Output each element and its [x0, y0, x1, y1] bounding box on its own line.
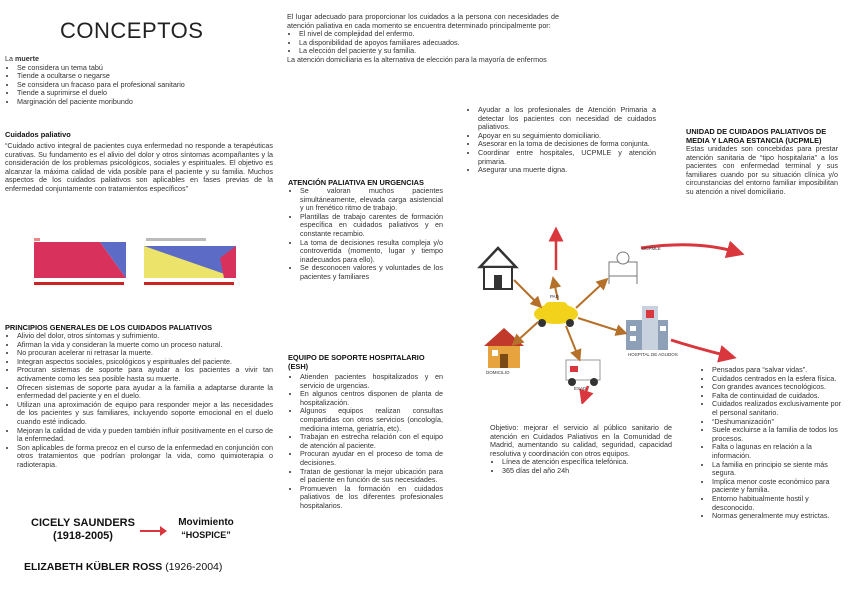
page-title: CONCEPTOS	[60, 18, 204, 43]
hospital-features-section	[700, 366, 846, 521]
list-item: • Utilizan una aproximación de equipo para responder mejor a las necesidades de los pacientes y sus familiares, incluyendo soporte emocional en el duelo cuando esté indicado.	[17, 401, 273, 427]
domicilio-label: DOMICILIO	[486, 370, 510, 375]
list-item: • Falta o lagunas en relación a la información.	[712, 443, 846, 460]
ucpmle-label: UCPMLE	[642, 246, 661, 251]
list-item: • No procuran acelerar ni retrasar la muerte.	[17, 349, 273, 358]
list-item: • Mejoran la calidad de vida y pueden también influir positivamente en el curso de la enfermedad.	[17, 427, 273, 444]
list-item: • La familia en principio se siente más segura.	[712, 461, 846, 478]
ucpmle-text: Estas unidades son concebidas para prestar atención sanitaria de “tipo hospitalaria” a los pacientes con enfermedad terminal y sus familiares cuando por su situación clínica y/o circunstancias del entorno familiar imposibilitan su atención a nivel domiciliario.	[686, 144, 838, 196]
principios-list	[5, 332, 273, 470]
pad-label: PAD	[550, 294, 559, 299]
list-item: • Tiende a ocultarse o negarse	[17, 72, 275, 81]
cuidados-paliativos-text: “Cuidado activo integral de pacientes cuya enfermedad no responde a terapéuticas curativas. Su fundamento es el alivio del dolor y otros síntomas acompañantes y la consideración de los problemas psicológicos, sociales y espirituales. El objetivo es alcanzar la máxima calidad de vida posible para el paciente y su familia. Muchos aspectos de los cuidados paliativos son aplicables en fases previas de la enfermedad conjuntamente con tratamientos específicos”	[5, 141, 273, 193]
list-item: • La toma de decisiones resulta compleja y/o controvertida (momento, lugar y tiempo inadecuados para ello).	[300, 239, 443, 265]
list-item: • Línea de atención específica telefónica.	[502, 458, 672, 467]
list-item: • Afirman la vida y consideran la muerte como un proceso natural.	[17, 341, 273, 350]
lugar-list	[287, 30, 559, 56]
list-item: • Asegurar una muerte digna.	[478, 166, 656, 175]
list-item: • Ayudar a los profesionales de Atención Primaria a detectar los pacientes con necesidad de cuidados paliativos.	[478, 106, 656, 132]
list-item: • Cuidados realizados exclusivamente por el personal sanitario.	[712, 400, 846, 417]
principios-heading: PRINCIPIOS GENERALES DE LOS CUIDADOS PALIATIVOS	[5, 323, 213, 332]
list-item: • Son aplicables de forma precoz en el curso de la enfermedad en conjunción con otros tratamientos que podrían prolongar la vida, como quimioterapia o radioterapia.	[17, 444, 273, 470]
esad-label: ESAD	[574, 386, 587, 391]
objetivo-text: Objetivo: mejorar el servicio al público sanitario de atención en Cuidados Paliativos en la Comunidad de Madrid, aumentando su calidad, seguridad, capacidad resolutiva y coordinación con otros equipos.	[490, 423, 672, 458]
list-item: • Promueven la formación en cuidados paliativos de los diferentes profesionales hospitalarios.	[300, 485, 443, 511]
muerte-section	[5, 55, 275, 107]
list-item: • Procuran sistemas de soporte para ayudar a los pacientes a vivir tan activamente como les sea posible hasta su muerte.	[17, 366, 273, 383]
list-item: • Apoyar en su seguimiento domiciliario.	[478, 132, 656, 141]
list-item: • Cuidados centrados en la esfera física.	[712, 375, 846, 384]
hospital-features-list	[700, 366, 846, 521]
arrow-right-icon	[138, 524, 168, 538]
list-item: • Algunos equipos realizan consultas compartidas con otros servicios (oncología, medicina interna, geriatría, etc).	[300, 407, 443, 433]
lugar-text: El lugar adecuado para proporcionar los cuidados a la persona con necesidades de atención paliativa en cada momento se encuentra determinado principalmente por:	[287, 12, 559, 30]
objetivo-section	[490, 424, 672, 476]
list-item: • Procuran ayudar en el proceso de toma de decisiones.	[300, 450, 443, 467]
cicely-saunders-label: CICELY SAUNDERS (1918-2005)	[31, 517, 135, 542]
list-item: • La elección del paciente y su familia.	[299, 47, 559, 56]
list-item: • Se considera un tema tabú	[17, 64, 275, 73]
list-item: • Tiende a suprimirse el duelo	[17, 89, 275, 98]
lugar-footer: La atención domiciliaria es la alternativa de elección para la mayoría de enfermos	[287, 54, 547, 64]
list-item: • Coordinar entre hospitales, UCPMLE y atención primaria.	[478, 149, 656, 166]
principios-section	[5, 323, 273, 470]
esh-section	[288, 353, 443, 511]
lugar-section	[287, 13, 559, 65]
list-item: • Alivio del dolor, otros síntomas y sufrimiento.	[17, 332, 273, 341]
cuidados-paliativos-heading: Cuidados paliativo	[5, 130, 71, 139]
list-item: • Falta de continuidad de cuidados.	[712, 392, 846, 401]
ucpmle-section	[686, 127, 838, 197]
hospital-label: HOSPITAL DE AGUDOS	[628, 352, 678, 357]
kubler-ross-label: ELIZABETH KÜBLER ROSS (1926-2004)	[24, 561, 223, 573]
list-item: • Integran aspectos sociales, psicológicos y espirituales del paciente.	[17, 358, 273, 367]
list-item: • Con grandes avances tecnológicos.	[712, 383, 846, 392]
muerte-heading: La muerte	[5, 54, 39, 63]
ambulance-icon	[566, 360, 600, 386]
list-item: • Marginación del paciente moribundo	[17, 98, 275, 107]
palliative-chart-image	[140, 234, 238, 292]
list-item: • En algunos centros disponen de planta de hospitalización.	[300, 390, 443, 407]
curative-chart-image	[30, 234, 128, 292]
hospice-movement-label: Movimiento “HOSPICE”	[178, 517, 234, 540]
list-item: • Normas generalmente muy estrictas.	[712, 512, 846, 521]
list-item: • El nivel de complejidad del enfermo.	[299, 30, 559, 39]
list-item: • Asesorar en la toma de decisiones de forma conjunta.	[478, 140, 656, 149]
list-item: • Se valoran muchos pacientes simultáneamente, elevada carga asistencial y un frenético ritmo de trabajo.	[300, 187, 443, 213]
list-item: • Se considera un fracaso para el profesional sanitario	[17, 81, 275, 90]
list-item: • Atienden pacientes hospitalizados y en servicio de urgencias.	[300, 373, 443, 390]
list-item: • “Deshumanización”	[712, 418, 846, 427]
list-item: • Trabajan en estrecha relación con el equipo de atención al paciente.	[300, 433, 443, 450]
list-item: • 365 días del año 24h	[502, 467, 672, 476]
list-item: • Implica menor coste económico para paciente y familia.	[712, 478, 846, 495]
primaria-section	[466, 106, 656, 175]
list-item: • La disponibilidad de apoyos familiares adecuados.	[299, 39, 559, 48]
list-item: • Ofrecen sistemas de soporte para ayudar a la familia a adaptarse durante la enfermedad del paciente y en el duelo.	[17, 384, 273, 401]
muerte-list	[5, 64, 275, 107]
objetivo-list	[490, 458, 672, 475]
ucpmle-heading: UNIDAD DE CUIDADOS PALIATIVOS DE MEDIA Y LARGA ESTANCIA (UCPMLE)	[686, 127, 827, 145]
list-item: • Plantillas de trabajo carentes de formación específica en cuidados paliativos y en constante recambio.	[300, 213, 443, 239]
esh-list	[288, 373, 443, 511]
list-item: • Se desconocen valores y voluntades de los pacientes y familiares	[300, 264, 443, 281]
urgencias-section	[288, 178, 443, 282]
urgencias-list	[288, 187, 443, 282]
list-item: • Suele excluirse a la familia de todos los procesos.	[712, 426, 846, 443]
esh-heading: EQUIPO DE SOPORTE HOSPITALARIO (ESH)	[288, 353, 425, 371]
list-item: • Pensados para “salvar vidas”.	[712, 366, 846, 375]
list-item: • Tratan de gestionar la mejor ubicación para el paciente en función de sus necesidades.	[300, 468, 443, 485]
primaria-list	[466, 106, 656, 175]
list-item: • Entorno habitualmente hostil y desconocido.	[712, 495, 846, 512]
urgencias-heading: ATENCIÓN PALIATIVA EN URGENCIAS	[288, 178, 424, 187]
cuidados-paliativos-section	[5, 130, 273, 194]
